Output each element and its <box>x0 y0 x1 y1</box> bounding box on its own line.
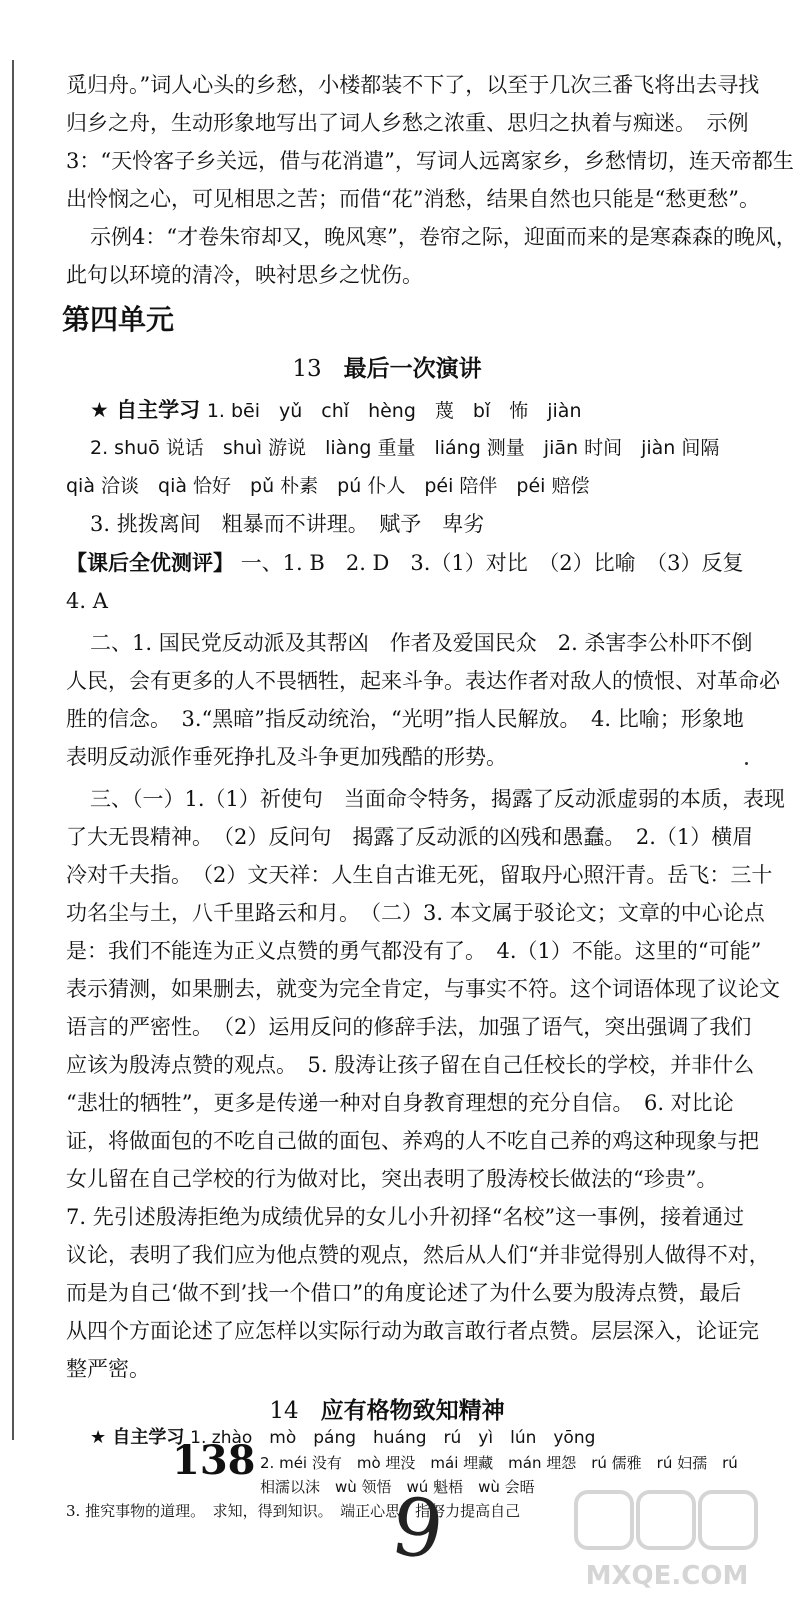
text-line: 4. A <box>66 589 108 613</box>
self-study-label: ★ 自主学习 <box>90 398 201 422</box>
text-line <box>66 546 744 580</box>
self-study-label: ★ 自主学习 <box>90 1427 185 1448</box>
text-line: 冷对千夫指。 （2）文天祥：人生自古谁无死，留取丹心照汗青。岳飞：三十 <box>66 863 773 887</box>
text-line: 整严密。 <box>66 1357 150 1381</box>
answer-text: 1. zhào mò páng huáng rú yì lún yōng <box>190 1428 596 1448</box>
lesson-number: 14 <box>269 1398 299 1424</box>
lesson-title: 最后一次演讲 <box>343 355 482 382</box>
text-line: 3. 推究事物的道理。 求知，得到知识。 端正心思。指努力提高自己 <box>66 1502 521 1520</box>
handwritten-mark: 9 <box>385 1478 450 1579</box>
text-line: 女儿留在自己学校的行为做对比，突出表明了殷涛校长做法的“珍贵”。 <box>66 1167 718 1191</box>
text-line: 2. méi 没有 mò 埋没 mái 埋藏 mán 埋怨 rú 儒雅 rú 妇孺 rú <box>260 1454 738 1472</box>
text-line: 表示猜测，如果删去，就变为完全肯定，与事实不符。这个词语体现了议论文 <box>66 977 780 1001</box>
text-line: 二、1. 国民党反动派及其帮凶 作者及爱国民众 2. 杀害李公朴吓不倒 <box>90 631 753 655</box>
speck <box>745 762 748 765</box>
watermark-text: MXQE.COM <box>585 1561 749 1591</box>
text-line: 证，将做面包的不吃自己做的面包、养鸡的人不吃自己养的鸡这种现象与把 <box>66 1129 759 1153</box>
lesson-14-heading <box>0 1392 774 1425</box>
watermark-logo <box>572 1486 762 1596</box>
evaluation-label: 【课后全优测评】 <box>66 551 234 575</box>
text-line: 语言的严密性。 （2）运用反问的修辞手法，加强了语气，突出强调了我们 <box>66 1015 752 1039</box>
text-line: 是：我们不能连为正义点赞的勇气都没有了。 4.（1）不能。这里的“可能” <box>66 939 762 963</box>
text-line <box>90 393 734 428</box>
text-line: 了大无畏精神。 （2）反问句 揭露了反动派的凶残和愚蠢。 2.（1）横眉 <box>66 825 754 849</box>
text-line: 胜的信念。 3.“黑暗”指反动统治，“光明”指人民解放。 4. 比喻；形象地 <box>66 707 744 731</box>
text-line: 相濡以沫 wù 领悟 wú 魁梧 wù 会晤 <box>260 1478 535 1496</box>
lesson-title: 应有格物致知精神 <box>320 1397 505 1424</box>
text-line: 示例4：“才卷朱帘却又，晚风寒”，卷帘之际，迎面而来的是寒森森的晚风， <box>90 225 797 249</box>
text-line: qià 洽谈 qià 恰好 pǔ 朴素 pú 仆人 péi 陪伴 péi 赔偿 <box>66 475 590 497</box>
lesson-number: 13 <box>292 356 322 382</box>
lesson-13-heading <box>0 350 774 383</box>
text-line: 7. 先引述殷涛拒绝为成绩优异的女儿小升初择“名校”这一事例，接着通过 <box>66 1205 745 1229</box>
text-line: 表明反动派作垂死挣扎及斗争更加残酷的形势。 <box>66 745 507 769</box>
text-line: 议论，表明了我们应为他点赞的观点，然后从人们“并非觉得别人做得不对， <box>66 1243 770 1267</box>
text-line: 功名尘与土，八千里路云和月。 （二）3. 本文属于驳论文；文章的中心论点 <box>66 901 765 925</box>
unit-title: 第四单元 <box>62 303 175 336</box>
margin-line <box>12 60 14 1440</box>
page-number: 138 <box>172 1437 256 1484</box>
text-line: 而是为自己‘做不到’找一个借口”的角度论述了为什么要为殷涛点赞，最后 <box>66 1281 742 1305</box>
text-line: 觅归舟。”词人心头的乡愁，小楼都装不下了，以至于几次三番飞将出去寻找 <box>66 73 760 97</box>
text-line: 应该为殷涛点赞的观点。 5. 殷涛让孩子留在自己任校长的学校，并非什么 <box>66 1053 755 1077</box>
text-line: 2. shuō 说话 shuì 游说 liàng 重量 liáng 测量 jiān 时间 jiàn 间隔 <box>90 437 720 459</box>
answer-text: 1. bēi yǔ chǐ hèng 蔑 bǐ 怖 jiàn <box>206 400 582 422</box>
text-line: 三、（一）1.（1）祈使句 当面命令特务，揭露了反动派虚弱的本质，表现 <box>90 787 785 811</box>
text-line: 3. 挑拨离间 粗暴而不讲理。 赋予 卑劣 <box>90 512 485 536</box>
text-line: 人民，会有更多的人不畏牺牲，起来斗争。表达作者对敌人的愤恨、对革命必 <box>66 669 780 693</box>
text-line: 3：“天怜客子乡关远，借与花消遣”，写词人远离家乡，乡愁情切，连天帝都生 <box>66 149 794 173</box>
text-line: “悲壮的牺牲”，更多是传递一种对自身教育理想的充分自信。 6. 对比论 <box>66 1091 734 1115</box>
text-line: 归乡之舟，生动形象地写出了词人乡愁之浓重、思归之执着与痴迷。 示例 <box>66 111 749 135</box>
text-line: 此句以环境的清冷，映衬思乡之忧伤。 <box>66 263 423 287</box>
answer-text: 一、1. B 2. D 3.（1）对比 （2）比喻 （3）反复 <box>240 551 744 575</box>
text-line: 出怜悯之心，可见相思之苦；而借“花”消愁，结果自然也只能是“愁更愁”。 <box>66 187 760 211</box>
text-line: 从四个方面论述了应怎样以实际行动为敢言敢行者点赞。层层深入，论证完 <box>66 1319 759 1343</box>
